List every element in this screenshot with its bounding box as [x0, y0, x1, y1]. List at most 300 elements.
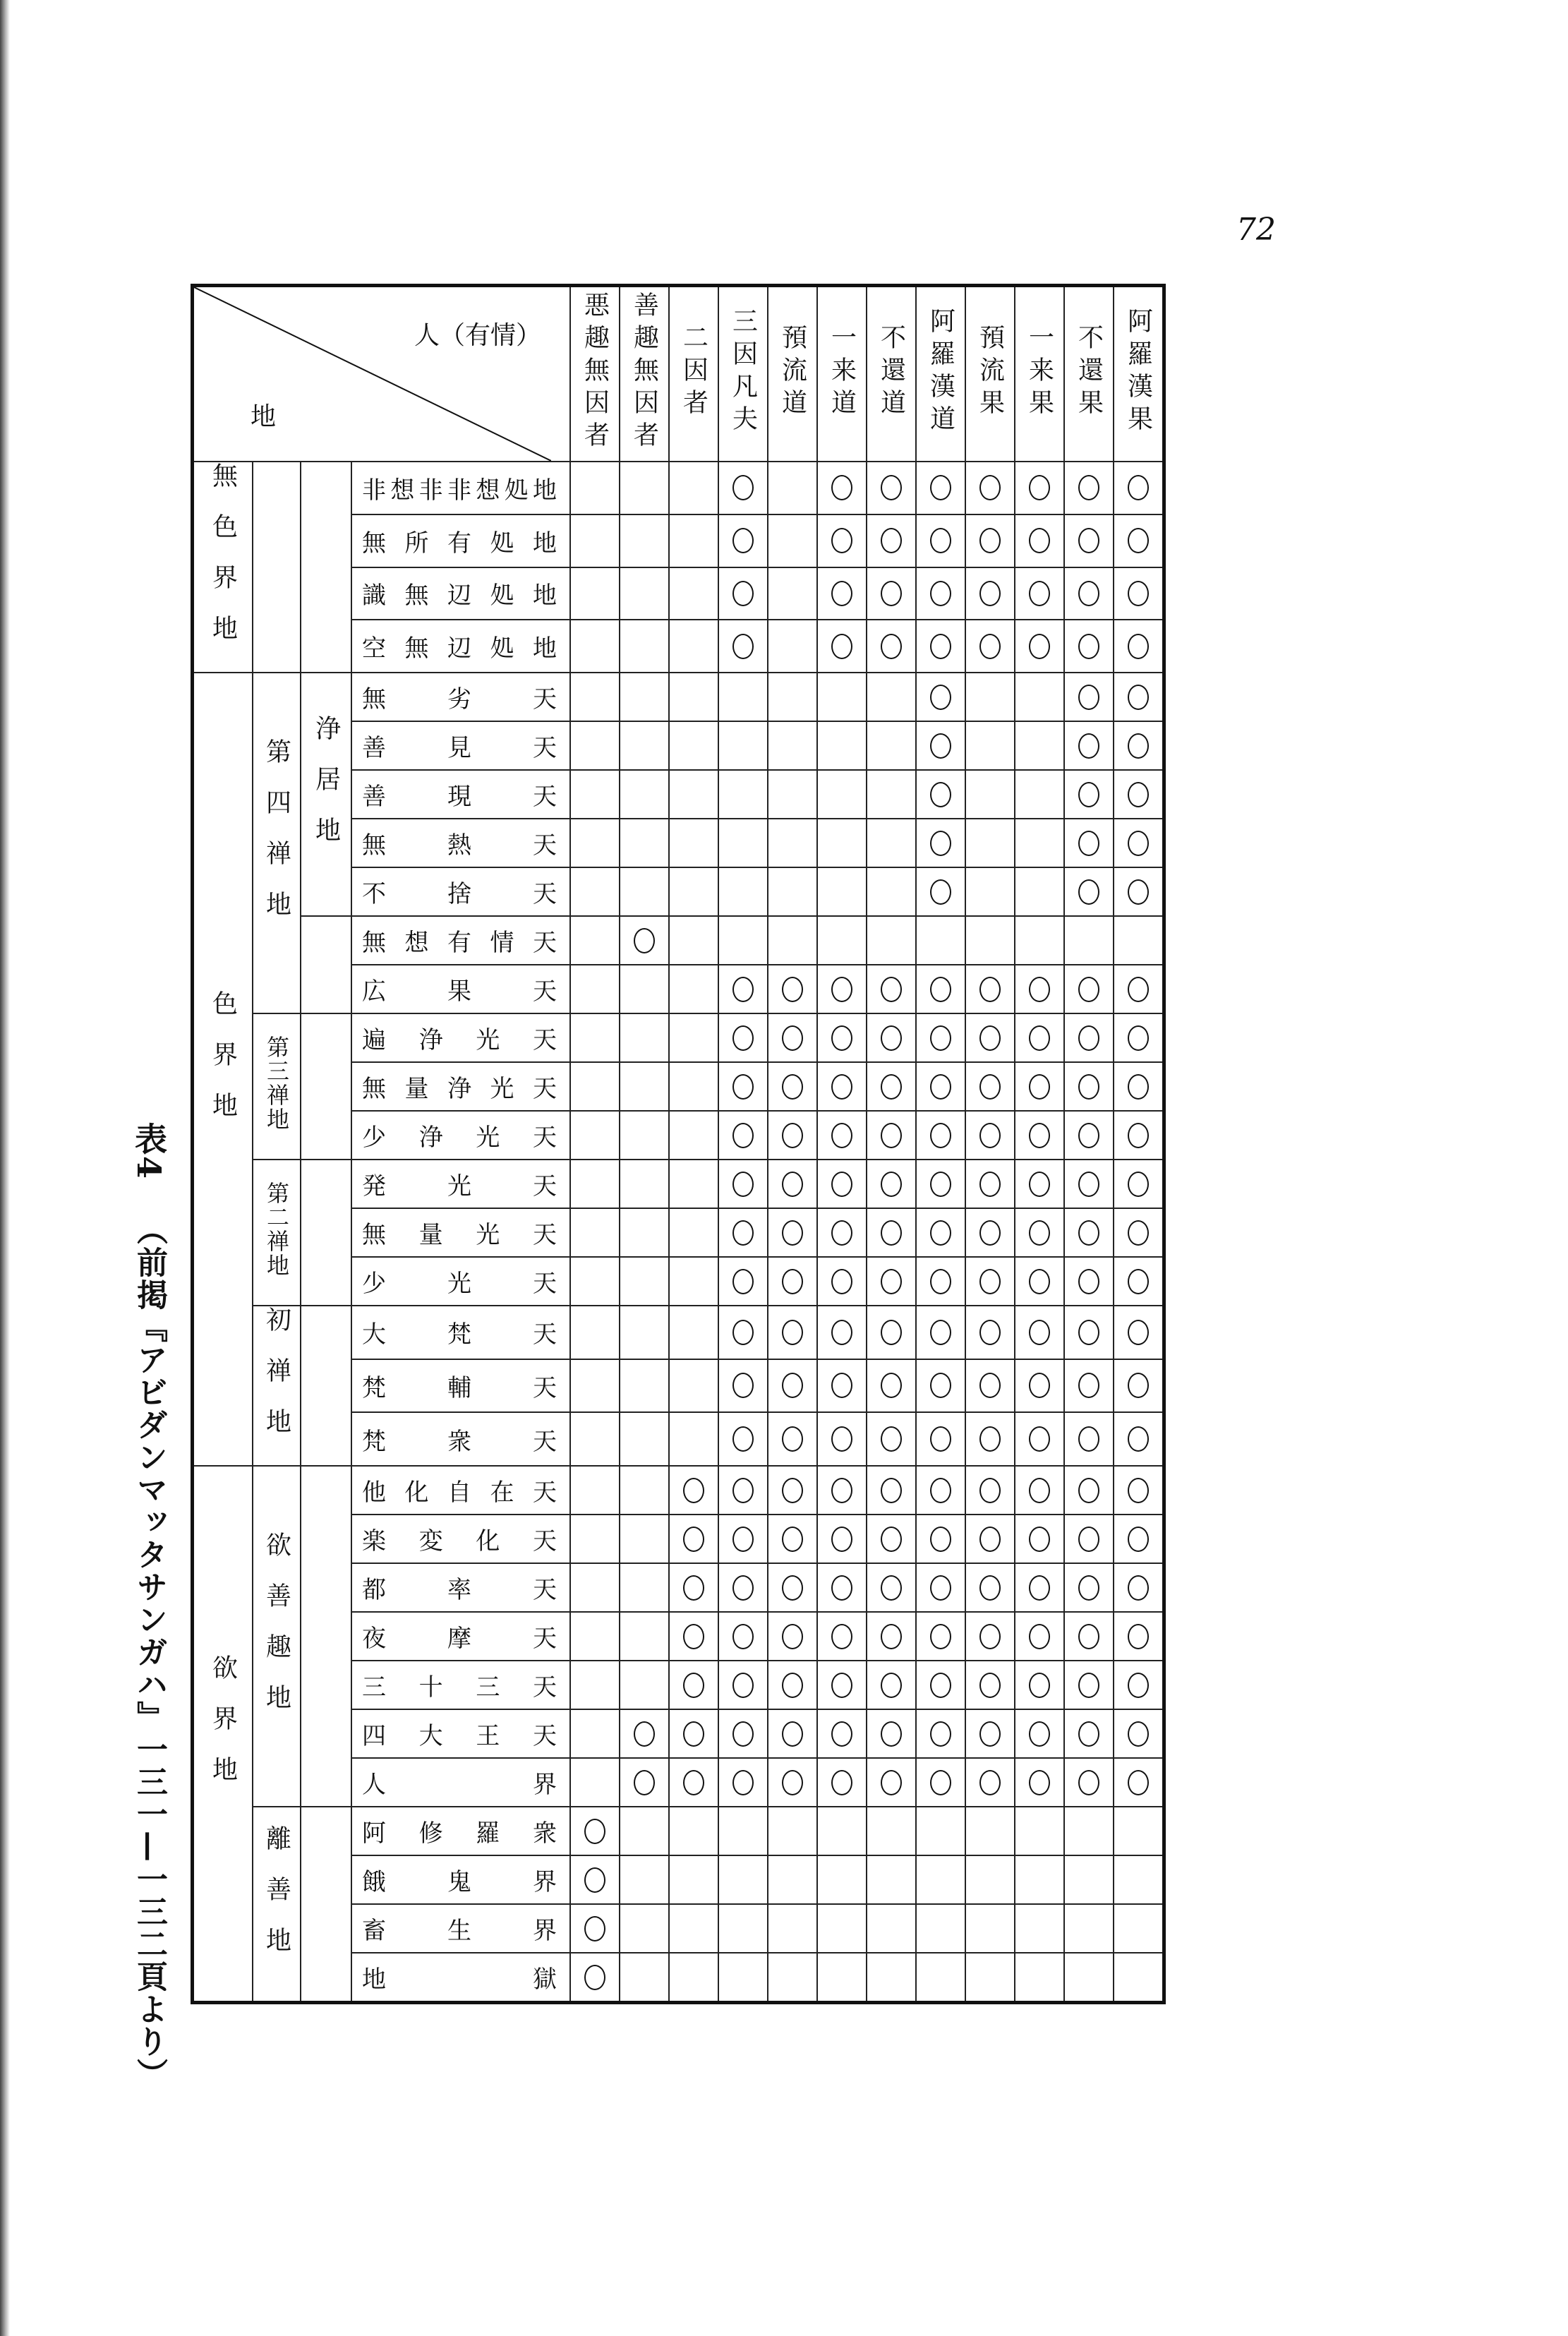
- table-row: [193, 916, 1164, 965]
- mark-cell: [570, 1515, 620, 1563]
- mark-cell: [867, 1160, 916, 1208]
- mark-cell: [867, 1807, 916, 1855]
- circle-mark-icon: [831, 1074, 852, 1100]
- circle-mark-icon: [881, 1025, 902, 1051]
- mark-cell: [669, 514, 718, 567]
- mark-cell: [1015, 1758, 1064, 1807]
- mark-cell: [570, 462, 620, 514]
- mark-cell: [1015, 867, 1064, 916]
- mark-cell: [620, 721, 669, 770]
- circle-mark-icon: [979, 1673, 1001, 1698]
- mark-cell: [965, 721, 1015, 770]
- mark-cell: [570, 1709, 620, 1758]
- circle-mark-icon: [1078, 733, 1099, 759]
- circle-mark-icon: [930, 475, 951, 500]
- realm-subsubgroup: [301, 916, 351, 1013]
- realm-name: 少光天: [351, 1257, 570, 1306]
- table-row: [193, 1807, 1164, 1855]
- circle-mark-icon: [1078, 1527, 1099, 1552]
- mark-cell: [1015, 1709, 1064, 1758]
- circle-mark-icon: [1078, 1123, 1099, 1148]
- circle-mark-icon: [979, 1373, 1001, 1398]
- realm-name: 無量光天: [351, 1208, 570, 1257]
- realm-name: 広果天: [351, 965, 570, 1013]
- circle-mark-icon: [732, 1074, 754, 1100]
- mark-cell: [817, 1111, 867, 1160]
- circle-mark-icon: [584, 1965, 605, 1990]
- mark-cell: [718, 1855, 768, 1904]
- realm-subsubgroup: [301, 1160, 351, 1306]
- circle-mark-icon: [782, 1269, 803, 1294]
- circle-mark-icon: [930, 733, 951, 759]
- mark-cell: [620, 1904, 669, 1953]
- circle-mark-icon: [930, 1172, 951, 1197]
- circle-mark-icon: [782, 1721, 803, 1747]
- circle-mark-icon: [1128, 1269, 1149, 1294]
- circle-mark-icon: [1128, 1478, 1149, 1503]
- mark-cell: [570, 1612, 620, 1661]
- circle-mark-icon: [1078, 1025, 1099, 1051]
- mark-cell: [1015, 1807, 1064, 1855]
- mark-cell: [965, 1412, 1015, 1466]
- circle-mark-icon: [732, 1770, 754, 1795]
- mark-cell: [965, 462, 1015, 514]
- column-header-label: 預流果: [975, 324, 1005, 421]
- mark-cell: [620, 1257, 669, 1306]
- mark-cell: [768, 514, 817, 567]
- mark-cell: [817, 867, 867, 916]
- mark-cell: [620, 819, 669, 867]
- realm-subgroup: [253, 1306, 301, 1466]
- realm-name: 四大王天: [351, 1709, 570, 1758]
- circle-mark-icon: [1128, 634, 1149, 659]
- circle-mark-icon: [1078, 1426, 1099, 1452]
- mark-cell: [718, 673, 768, 721]
- column-header-label: 一来道: [827, 324, 857, 421]
- realm-name: 阿修羅衆: [351, 1807, 570, 1855]
- circle-mark-icon: [881, 1320, 902, 1345]
- circle-mark-icon: [930, 1025, 951, 1051]
- circle-mark-icon: [1128, 1320, 1149, 1345]
- circle-mark-icon: [881, 581, 902, 606]
- circle-mark-icon: [782, 1074, 803, 1100]
- column-header: [817, 286, 867, 462]
- mark-cell: [965, 1013, 1015, 1062]
- circle-mark-icon: [1078, 1220, 1099, 1246]
- realm-subgroup-label: 第四禅地: [262, 738, 291, 941]
- mark-cell: [1114, 1359, 1164, 1413]
- mark-cell: [718, 1412, 768, 1466]
- circle-mark-icon: [930, 879, 951, 905]
- realm-subgroup: [253, 1013, 301, 1160]
- mark-cell: [1114, 567, 1164, 620]
- mark-cell: [1064, 1563, 1114, 1612]
- mark-cell: [867, 462, 916, 514]
- realm-name: 大梵天: [351, 1306, 570, 1359]
- mark-cell: [669, 1515, 718, 1563]
- table-row: [193, 1466, 1164, 1515]
- mark-cell: [570, 1953, 620, 2003]
- mark-cell: [669, 1013, 718, 1062]
- mark-cell: [916, 1904, 965, 1953]
- mark-cell: [817, 1062, 867, 1111]
- mark-cell: [1114, 1466, 1164, 1515]
- circle-mark-icon: [1128, 475, 1149, 500]
- realm-subgroup-label: 第二禅地: [263, 1181, 290, 1277]
- realm-name: 楽変化天: [351, 1515, 570, 1563]
- circle-mark-icon: [979, 1220, 1001, 1246]
- circle-mark-icon: [1128, 1074, 1149, 1100]
- circle-mark-icon: [930, 1575, 951, 1601]
- realm-subgroup: [253, 1160, 301, 1306]
- circle-mark-icon: [584, 1867, 605, 1893]
- mark-cell: [1064, 916, 1114, 965]
- mark-cell: [916, 1758, 965, 1807]
- mark-cell: [916, 1208, 965, 1257]
- mark-cell: [1114, 514, 1164, 567]
- mark-cell: [1114, 1563, 1164, 1612]
- mark-cell: [1114, 1160, 1164, 1208]
- column-header: [1015, 286, 1064, 462]
- mark-cell: [718, 1257, 768, 1306]
- circle-mark-icon: [831, 581, 852, 606]
- circle-mark-icon: [881, 1269, 902, 1294]
- mark-cell: [867, 1062, 916, 1111]
- mark-cell: [570, 1855, 620, 1904]
- circle-mark-icon: [634, 1721, 655, 1747]
- mark-cell: [916, 1062, 965, 1111]
- circle-mark-icon: [782, 1373, 803, 1398]
- column-header: [1064, 286, 1114, 462]
- mark-cell: [1015, 567, 1064, 620]
- mark-cell: [1114, 1904, 1164, 1953]
- mark-cell: [916, 462, 965, 514]
- mark-cell: [817, 1257, 867, 1306]
- mark-cell: [620, 1013, 669, 1062]
- column-header: [768, 286, 817, 462]
- mark-cell: [620, 1855, 669, 1904]
- circle-mark-icon: [1128, 1220, 1149, 1246]
- realm-subgroup-label: 欲善趣地: [262, 1531, 291, 1735]
- column-header: [1114, 286, 1164, 462]
- circle-mark-icon: [930, 1123, 951, 1148]
- mark-cell: [669, 1904, 718, 1953]
- mark-cell: [965, 1953, 1015, 2003]
- mark-cell: [867, 620, 916, 673]
- table-body: [193, 462, 1164, 2003]
- mark-cell: [867, 916, 916, 965]
- circle-mark-icon: [979, 1320, 1001, 1345]
- mark-cell: [916, 514, 965, 567]
- circle-mark-icon: [1029, 1770, 1050, 1795]
- mark-cell: [669, 1208, 718, 1257]
- mark-cell: [817, 1160, 867, 1208]
- mark-cell: [817, 1563, 867, 1612]
- mark-cell: [768, 916, 817, 965]
- circle-mark-icon: [1128, 1426, 1149, 1452]
- mark-cell: [620, 1612, 669, 1661]
- realm-name: 地獄: [351, 1953, 570, 2003]
- circle-mark-icon: [683, 1624, 704, 1649]
- mark-cell: [965, 965, 1015, 1013]
- circle-mark-icon: [831, 634, 852, 659]
- circle-mark-icon: [881, 1624, 902, 1649]
- mark-cell: [620, 1412, 669, 1466]
- table-caption: [126, 1122, 172, 2090]
- mark-cell: [570, 1807, 620, 1855]
- mark-cell: [768, 1515, 817, 1563]
- mark-cell: [620, 1359, 669, 1413]
- circle-mark-icon: [1128, 782, 1149, 807]
- circle-mark-icon: [1128, 1373, 1149, 1398]
- mark-cell: [965, 620, 1015, 673]
- circle-mark-icon: [634, 928, 655, 953]
- mark-cell: [916, 1013, 965, 1062]
- mark-cell: [620, 965, 669, 1013]
- circle-mark-icon: [1029, 1426, 1050, 1452]
- realm-name: 人界: [351, 1758, 570, 1807]
- mark-cell: [570, 1412, 620, 1466]
- mark-cell: [916, 1257, 965, 1306]
- circle-mark-icon: [831, 1373, 852, 1398]
- mark-cell: [768, 965, 817, 1013]
- mark-cell: [916, 1412, 965, 1466]
- mark-cell: [1064, 1412, 1114, 1466]
- circle-mark-icon: [683, 1673, 704, 1698]
- column-header: [965, 286, 1015, 462]
- mark-cell: [768, 1807, 817, 1855]
- circle-mark-icon: [979, 1172, 1001, 1197]
- mark-cell: [620, 770, 669, 819]
- realm-name: 非想非非想処地: [351, 462, 570, 514]
- circle-mark-icon: [1078, 634, 1099, 659]
- mark-cell: [669, 916, 718, 965]
- circle-mark-icon: [782, 1673, 803, 1698]
- circle-mark-icon: [881, 1373, 902, 1398]
- mark-cell: [916, 1953, 965, 2003]
- circle-mark-icon: [732, 1220, 754, 1246]
- circle-mark-icon: [881, 1074, 902, 1100]
- circle-mark-icon: [1128, 733, 1149, 759]
- circle-mark-icon: [1128, 1624, 1149, 1649]
- circle-mark-icon: [1078, 1624, 1099, 1649]
- column-header-label: 阿羅漢道: [926, 308, 955, 438]
- mark-cell: [867, 1709, 916, 1758]
- circle-mark-icon: [732, 634, 754, 659]
- circle-mark-icon: [831, 1123, 852, 1148]
- realm-group-label: 色界地: [208, 989, 238, 1143]
- mark-cell: [669, 1807, 718, 1855]
- circle-mark-icon: [732, 977, 754, 1002]
- mark-cell: [768, 462, 817, 514]
- circle-mark-icon: [1029, 1624, 1050, 1649]
- circle-mark-icon: [634, 1770, 655, 1795]
- circle-mark-icon: [881, 1673, 902, 1698]
- mark-cell: [867, 1306, 916, 1359]
- mark-cell: [1064, 1208, 1114, 1257]
- circle-mark-icon: [1128, 977, 1149, 1002]
- circle-mark-icon: [584, 1819, 605, 1844]
- mark-cell: [965, 1855, 1015, 1904]
- circle-mark-icon: [979, 634, 1001, 659]
- realm-subgroup: [253, 1807, 301, 2003]
- mark-cell: [867, 1904, 916, 1953]
- column-header-label: 不還道: [876, 324, 906, 421]
- mark-cell: [570, 1904, 620, 1953]
- realm-name: 夜摩天: [351, 1612, 570, 1661]
- mark-cell: [867, 1758, 916, 1807]
- circle-mark-icon: [732, 1373, 754, 1398]
- realm-subgroup-label: 第三禅地: [263, 1035, 290, 1131]
- corner-label-realm: 地: [251, 402, 277, 431]
- circle-mark-icon: [732, 528, 754, 553]
- mark-cell: [718, 770, 768, 819]
- circle-mark-icon: [930, 685, 951, 710]
- realm-name: 不捨天: [351, 867, 570, 916]
- realm-name: 他化自在天: [351, 1466, 570, 1515]
- circle-mark-icon: [979, 1575, 1001, 1601]
- mark-cell: [620, 1661, 669, 1709]
- mark-cell: [867, 1013, 916, 1062]
- mark-cell: [1015, 514, 1064, 567]
- mark-cell: [718, 1661, 768, 1709]
- realm-name: 三十三天: [351, 1661, 570, 1709]
- mark-cell: [965, 1208, 1015, 1257]
- circle-mark-icon: [831, 1426, 852, 1452]
- mark-cell: [1114, 819, 1164, 867]
- circle-mark-icon: [979, 1770, 1001, 1795]
- mark-cell: [669, 1563, 718, 1612]
- circle-mark-icon: [831, 1527, 852, 1552]
- circle-mark-icon: [782, 1770, 803, 1795]
- mark-cell: [570, 567, 620, 620]
- realm-group: [193, 1466, 253, 2003]
- mark-cell: [1064, 1160, 1114, 1208]
- mark-cell: [916, 867, 965, 916]
- circle-mark-icon: [979, 1269, 1001, 1294]
- circle-mark-icon: [881, 1172, 902, 1197]
- mark-cell: [1114, 1013, 1164, 1062]
- mark-cell: [916, 1661, 965, 1709]
- mark-cell: [669, 1111, 718, 1160]
- mark-cell: [1114, 1062, 1164, 1111]
- mark-cell: [916, 819, 965, 867]
- circle-mark-icon: [831, 1575, 852, 1601]
- realm-name: 畜生界: [351, 1904, 570, 1953]
- mark-cell: [1114, 1306, 1164, 1359]
- mark-cell: [817, 1661, 867, 1709]
- mark-cell: [916, 1855, 965, 1904]
- mark-cell: [669, 1257, 718, 1306]
- circle-mark-icon: [1029, 977, 1050, 1002]
- mark-cell: [570, 1563, 620, 1612]
- mark-cell: [570, 1208, 620, 1257]
- mark-cell: [817, 1612, 867, 1661]
- realm-name: 都率天: [351, 1563, 570, 1612]
- mark-cell: [669, 867, 718, 916]
- circle-mark-icon: [1078, 1575, 1099, 1601]
- circle-mark-icon: [930, 1721, 951, 1747]
- mark-cell: [1015, 673, 1064, 721]
- mark-cell: [1114, 770, 1164, 819]
- column-header: [916, 286, 965, 462]
- circle-mark-icon: [1128, 831, 1149, 856]
- circle-mark-icon: [732, 1575, 754, 1601]
- realm-group-label: 欲界地: [208, 1654, 238, 1807]
- mark-cell: [867, 514, 916, 567]
- mark-cell: [1064, 1612, 1114, 1661]
- mark-cell: [1015, 1466, 1064, 1515]
- circle-mark-icon: [881, 528, 902, 553]
- mark-cell: [768, 567, 817, 620]
- mark-cell: [817, 1904, 867, 1953]
- mark-cell: [768, 867, 817, 916]
- circle-mark-icon: [1029, 475, 1050, 500]
- realm-name: 少浄光天: [351, 1111, 570, 1160]
- mark-cell: [1114, 1412, 1164, 1466]
- circle-mark-icon: [732, 1320, 754, 1345]
- mark-cell: [570, 1111, 620, 1160]
- mark-cell: [1064, 867, 1114, 916]
- mark-cell: [768, 1160, 817, 1208]
- mark-cell: [1064, 567, 1114, 620]
- mark-cell: [1064, 1709, 1114, 1758]
- realm-subsubgroup: [301, 673, 351, 916]
- realm-subsubgroup: [301, 1807, 351, 2003]
- mark-cell: [1015, 620, 1064, 673]
- mark-cell: [620, 1758, 669, 1807]
- mark-cell: [570, 867, 620, 916]
- circle-mark-icon: [782, 1624, 803, 1649]
- realm-subsubgroup: [301, 462, 351, 673]
- mark-cell: [867, 1515, 916, 1563]
- circle-mark-icon: [782, 1123, 803, 1148]
- realm-subsubgroup: [301, 1466, 351, 1807]
- circle-mark-icon: [930, 1320, 951, 1345]
- mark-cell: [1015, 1515, 1064, 1563]
- column-header-label: 二因者: [679, 324, 708, 421]
- circle-mark-icon: [1029, 1123, 1050, 1148]
- mark-cell: [570, 1661, 620, 1709]
- mark-cell: [867, 673, 916, 721]
- circle-mark-icon: [1029, 581, 1050, 606]
- circle-mark-icon: [831, 1320, 852, 1345]
- circle-mark-icon: [584, 1916, 605, 1941]
- mark-cell: [669, 1466, 718, 1515]
- mark-cell: [965, 1758, 1015, 1807]
- mark-cell: [620, 1709, 669, 1758]
- mark-cell: [669, 567, 718, 620]
- circle-mark-icon: [1128, 528, 1149, 553]
- mark-cell: [817, 1709, 867, 1758]
- mark-cell: [867, 1855, 916, 1904]
- circle-mark-icon: [881, 1220, 902, 1246]
- circle-mark-icon: [979, 1721, 1001, 1747]
- mark-cell: [718, 1160, 768, 1208]
- circle-mark-icon: [1078, 581, 1099, 606]
- realm-subgroup-label: 離善地: [262, 1824, 291, 1977]
- mark-cell: [817, 1807, 867, 1855]
- mark-cell: [1114, 462, 1164, 514]
- mark-cell: [1015, 462, 1064, 514]
- circle-mark-icon: [1078, 782, 1099, 807]
- circle-mark-icon: [782, 977, 803, 1002]
- mark-cell: [965, 1359, 1015, 1413]
- circle-mark-icon: [683, 1478, 704, 1503]
- mark-cell: [718, 819, 768, 867]
- mark-cell: [867, 1412, 916, 1466]
- circle-mark-icon: [979, 1478, 1001, 1503]
